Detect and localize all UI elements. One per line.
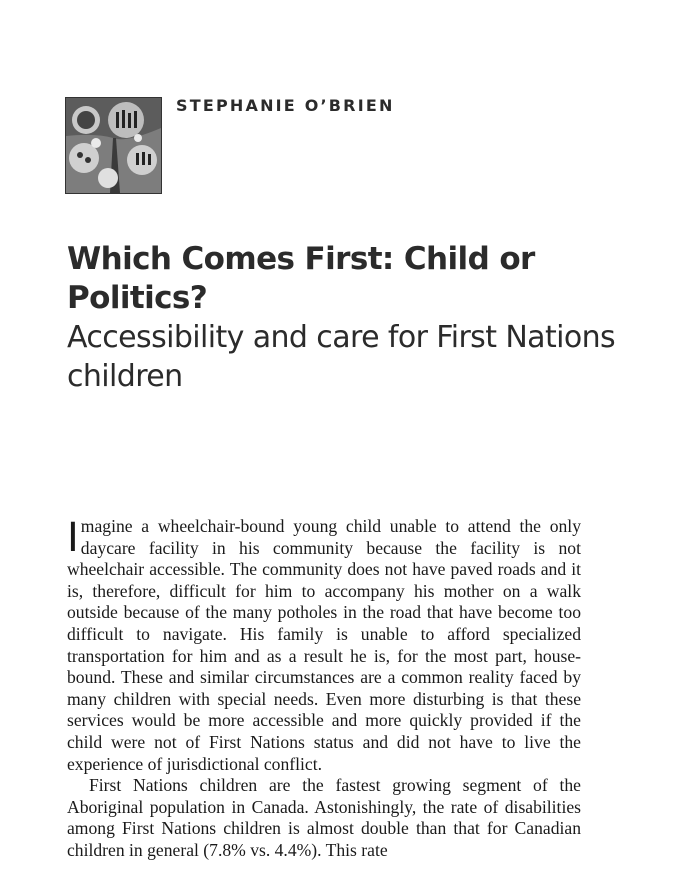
artwork-image (66, 98, 161, 193)
drop-cap: I (67, 515, 79, 561)
article-title: Which Comes First: Child or Politics? (67, 241, 535, 316)
paragraph-1 (67, 516, 581, 775)
artwork-thumbnail (65, 97, 162, 194)
paragraph-1-text: magine a wheelchair-bound young child unable to attend the only daycare facility in his community because the facility is not wheelchair accessible. The community does not have paved roads and it is, therefore, difficult for him to accompany his mother on a walk outside because of the many potholes in the road that have become too difficult to navigate. His family is unable to afford specialized transportation for him and as a result he is, for the most part, house-bound. These and similar circumstances are a common reality faced by many children with special needs. Even more disturbing is that these services would be more accessible and more quickly provided if the child were not of First Nations status and did not have to live the experience of jurisdictional conflict. (67, 516, 581, 774)
paragraph-2: First Nations children are the fastest growing segment of the Aboriginal population in Canada. Astonishingly, the rate of disabilities among First Nations children is almost double than that for Canadian children in general (7.8% vs. 4.4%). This rate (67, 775, 581, 860)
author-name: STEPHANIE O’BRIEN (176, 96, 395, 115)
article-subtitle: Accessibility and care for First Nations children (67, 320, 616, 394)
article-body (67, 516, 581, 862)
